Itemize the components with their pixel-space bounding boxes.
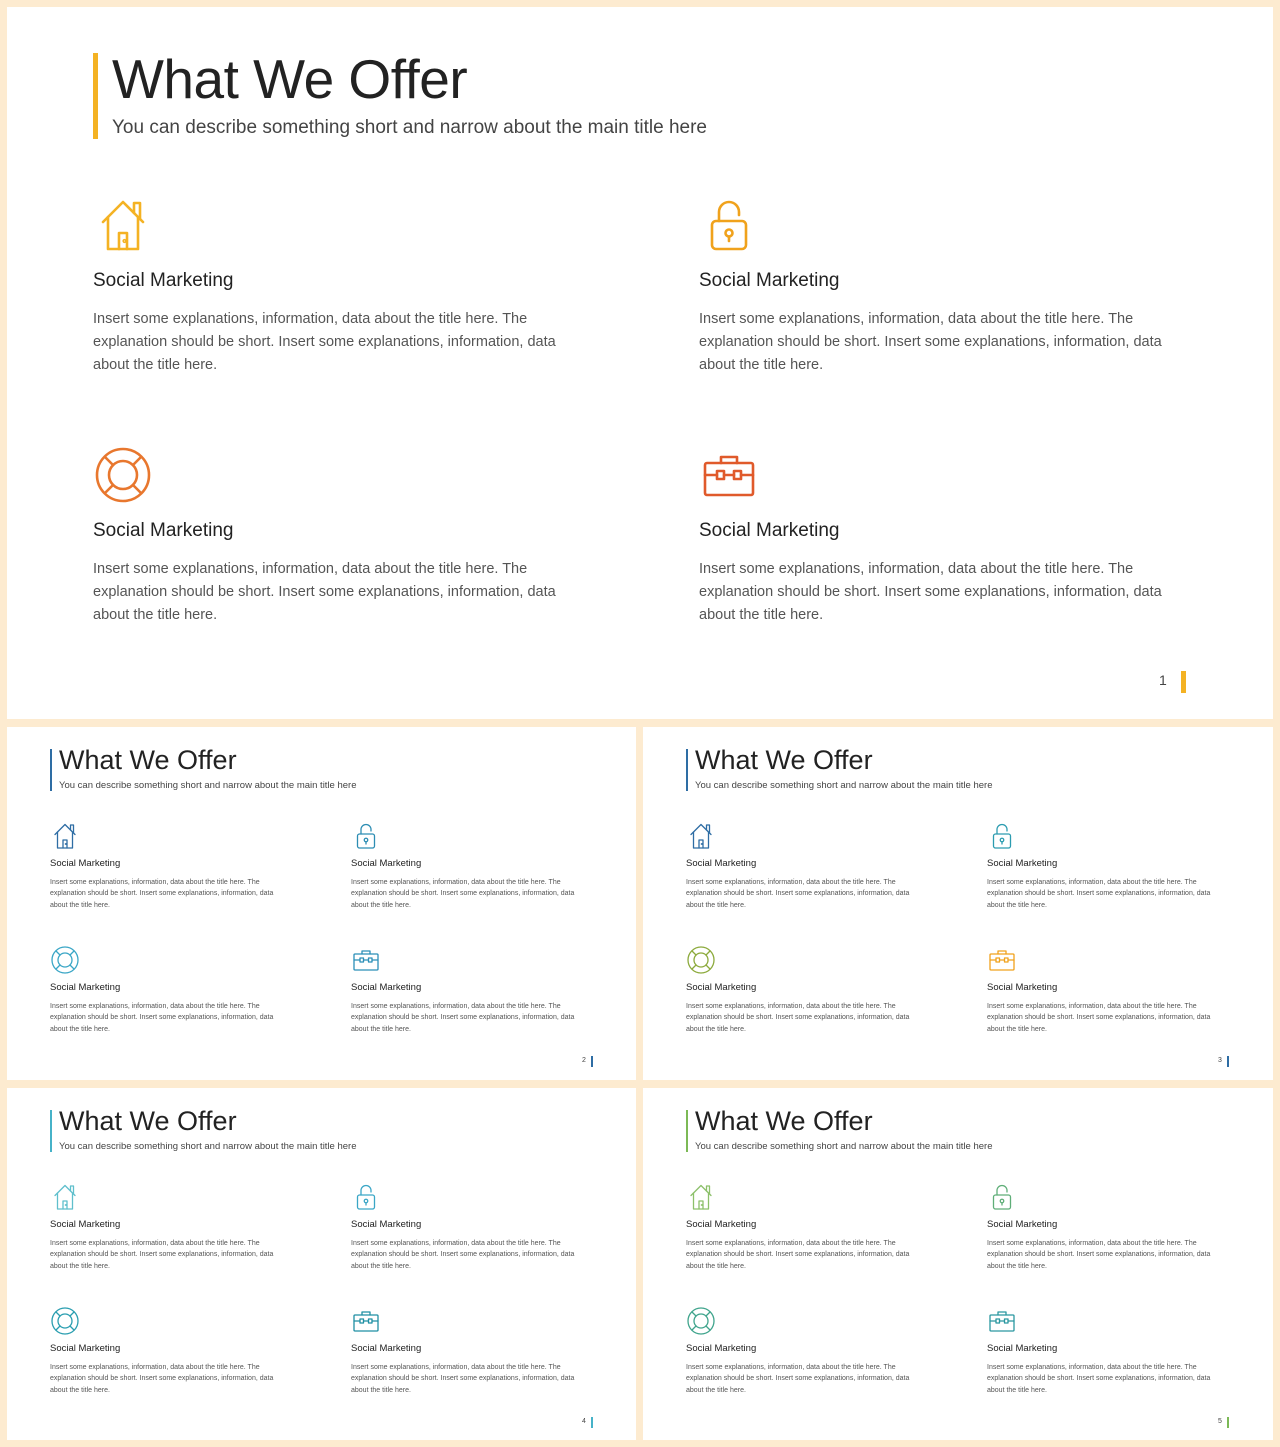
offer-item: [699, 195, 1179, 373]
offer-item-description: Insert some explanations, information, data about the title here. The explanation should be short. Insert some explanations, information, data about the title here.: [351, 879, 575, 909]
slide-title: What We Offer: [59, 1106, 237, 1136]
offer-item: [50, 1306, 290, 1394]
offer-item-description: Insert some explanations, information, data about the title here. The explanation should be short. Insert some explanations, information, data about the title here.: [987, 879, 1211, 909]
offer-item-title: Social Marketing: [686, 982, 757, 993]
offer-item-title: Social Marketing: [50, 982, 121, 993]
offer-item-title: Social Marketing: [987, 858, 1058, 869]
title-accent-bar: [50, 749, 52, 791]
slide-3: [643, 727, 1273, 1080]
offer-item-description: Insert some explanations, information, data about the title here. The explanation should be short. Insert some explanations, information, data about the title here.: [50, 1240, 274, 1270]
lifebuoy-icon: [50, 1306, 290, 1336]
slide-subtitle: You can describe something short and narrow about the main title here: [112, 117, 707, 138]
slide-4: [7, 1088, 636, 1440]
page-number-bar: [591, 1417, 593, 1428]
offer-item-title: Social Marketing: [50, 858, 121, 869]
offer-item: [987, 945, 1227, 1033]
offer-item-description: Insert some explanations, information, data about the title here. The explanation should be short. Insert some explanations, information, data about the title here.: [50, 879, 274, 909]
slide-title: What We Offer: [695, 1106, 873, 1136]
lifebuoy-icon: [50, 945, 290, 975]
offer-item: [50, 821, 290, 909]
offer-item-description: Insert some explanations, information, data about the title here. The explanation should be short. Insert some explanations, information, data about the title here.: [351, 1364, 575, 1394]
padlock-icon: [351, 821, 591, 851]
offer-item-description: Insert some explanations, information, data about the title here. The explanation should be short. Insert some explanations, information, data about the title here.: [93, 311, 556, 373]
slide-subtitle: You can describe something short and narrow about the main title here: [59, 780, 357, 791]
title-accent-bar: [93, 53, 98, 139]
offer-item-title: Social Marketing: [351, 858, 422, 869]
offer-item-title: Social Marketing: [50, 1219, 121, 1230]
page-number: 5: [1218, 1418, 1222, 1425]
offer-item-description: Insert some explanations, information, data about the title here. The explanation should be short. Insert some explanations, information, data about the title here.: [987, 1240, 1211, 1270]
slide-subtitle: You can describe something short and narrow about the main title here: [59, 1141, 357, 1152]
offer-item-description: Insert some explanations, information, data about the title here. The explanation should be short. Insert some explanations, information, data about the title here.: [686, 1003, 910, 1033]
offer-item-title: Social Marketing: [686, 1219, 757, 1230]
offer-item-title: Social Marketing: [699, 520, 840, 541]
offer-item: [686, 821, 926, 909]
slide-2: [7, 727, 636, 1080]
offer-item: [699, 445, 1179, 623]
padlock-icon: [987, 1182, 1227, 1212]
briefcase-icon: [351, 945, 591, 975]
title-accent-bar: [50, 1110, 52, 1152]
slide-subtitle: You can describe something short and narrow about the main title here: [695, 1141, 993, 1152]
offer-item-description: Insert some explanations, information, data about the title here. The explanation should be short. Insert some explanations, information, data about the title here.: [686, 1240, 910, 1270]
page-number: 2: [582, 1057, 586, 1064]
offer-item: [351, 945, 591, 1033]
offer-item-description: Insert some explanations, information, data about the title here. The explanation should be short. Insert some explanations, information, data about the title here.: [987, 1364, 1211, 1394]
briefcase-icon: [351, 1306, 591, 1336]
offer-item: [93, 445, 573, 623]
house-icon: [50, 1182, 290, 1212]
title-accent-bar: [686, 1110, 688, 1152]
page-number-bar: [1227, 1417, 1229, 1428]
house-icon: [93, 195, 573, 255]
offer-item-title: Social Marketing: [686, 1343, 757, 1354]
offer-item-description: Insert some explanations, information, data about the title here. The explanation should be short. Insert some explanations, information, data about the title here.: [686, 1364, 910, 1394]
offer-item-title: Social Marketing: [93, 520, 234, 541]
lifebuoy-icon: [686, 1306, 926, 1336]
padlock-icon: [987, 821, 1227, 851]
offer-item-title: Social Marketing: [351, 1219, 422, 1230]
briefcase-icon: [987, 1306, 1227, 1336]
padlock-icon: [699, 195, 1179, 255]
offer-item: [351, 1306, 591, 1394]
page-number-bar: [1181, 671, 1186, 693]
page-number: 4: [582, 1418, 586, 1425]
slide-5: [643, 1088, 1273, 1440]
page-number: 1: [1159, 672, 1167, 688]
slide-subtitle: You can describe something short and narrow about the main title here: [695, 780, 993, 791]
offer-item-title: Social Marketing: [93, 270, 234, 291]
briefcase-icon: [987, 945, 1227, 975]
offer-item-description: Insert some explanations, information, data about the title here. The explanation should be short. Insert some explanations, information, data about the title here.: [351, 1003, 575, 1033]
offer-item-description: Insert some explanations, information, data about the title here. The explanation should be short. Insert some explanations, information, data about the title here.: [686, 879, 910, 909]
offer-item: [50, 945, 290, 1033]
offer-item: [686, 945, 926, 1033]
title-accent-bar: [686, 749, 688, 791]
offer-item: [987, 1306, 1227, 1394]
house-icon: [50, 821, 290, 851]
house-icon: [686, 821, 926, 851]
offer-item: [987, 821, 1227, 909]
offer-item-description: Insert some explanations, information, data about the title here. The explanation should be short. Insert some explanations, information, data about the title here.: [93, 561, 556, 623]
offer-item: [351, 821, 591, 909]
offer-item: [351, 1182, 591, 1270]
offer-item: [686, 1182, 926, 1270]
page-number-bar: [1227, 1056, 1229, 1067]
offer-item-description: Insert some explanations, information, data about the title here. The explanation should be short. Insert some explanations, information, data about the title here.: [699, 311, 1162, 373]
lifebuoy-icon: [686, 945, 926, 975]
offer-item-title: Social Marketing: [987, 982, 1058, 993]
offer-item-description: Insert some explanations, information, data about the title here. The explanation should be short. Insert some explanations, information, data about the title here.: [987, 1003, 1211, 1033]
offer-item-title: Social Marketing: [351, 1343, 422, 1354]
offer-item-description: Insert some explanations, information, data about the title here. The explanation should be short. Insert some explanations, information, data about the title here.: [50, 1364, 274, 1394]
offer-item-title: Social Marketing: [699, 270, 840, 291]
briefcase-icon: [699, 445, 1179, 505]
offer-item-title: Social Marketing: [686, 858, 757, 869]
offer-item: [987, 1182, 1227, 1270]
slide-1: [7, 7, 1273, 719]
page-number-bar: [591, 1056, 593, 1067]
slide-title: What We Offer: [112, 48, 468, 110]
offer-item-title: Social Marketing: [987, 1343, 1058, 1354]
offer-item-title: Social Marketing: [987, 1219, 1058, 1230]
house-icon: [686, 1182, 926, 1212]
offer-item: [93, 195, 573, 373]
slide-title: What We Offer: [59, 745, 237, 775]
offer-item: [50, 1182, 290, 1270]
offer-item-description: Insert some explanations, information, data about the title here. The explanation should be short. Insert some explanations, information, data about the title here.: [699, 561, 1162, 623]
lifebuoy-icon: [93, 445, 573, 505]
page-number: 3: [1218, 1057, 1222, 1064]
padlock-icon: [351, 1182, 591, 1212]
offer-item-title: Social Marketing: [351, 982, 422, 993]
offer-item-title: Social Marketing: [50, 1343, 121, 1354]
offer-item-description: Insert some explanations, information, data about the title here. The explanation should be short. Insert some explanations, information, data about the title here.: [351, 1240, 575, 1270]
offer-item-description: Insert some explanations, information, data about the title here. The explanation should be short. Insert some explanations, information, data about the title here.: [50, 1003, 274, 1033]
offer-item: [686, 1306, 926, 1394]
slide-title: What We Offer: [695, 745, 873, 775]
